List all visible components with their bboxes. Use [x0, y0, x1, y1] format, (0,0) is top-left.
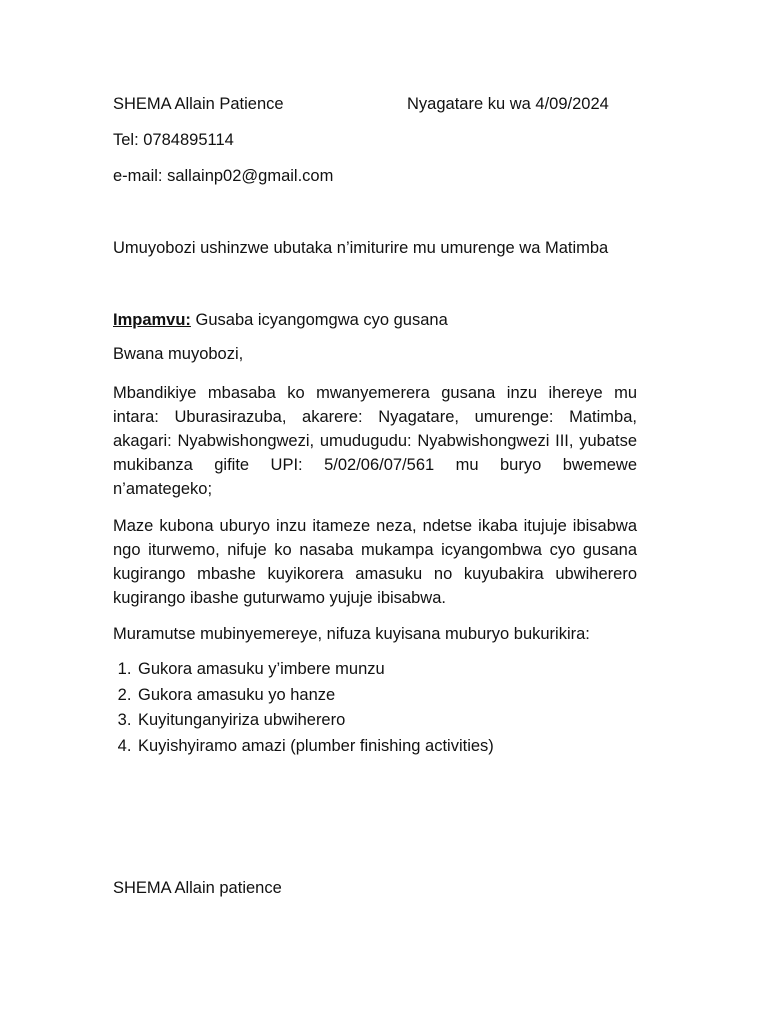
subject-label: Impamvu: — [113, 311, 191, 329]
sender-tel: Tel: 0784895114 — [113, 131, 234, 149]
sender-email: e-mail: sallainp02@gmail.com — [113, 167, 334, 185]
recipient-line: Umuyobozi ushinzwe ubutaka n’imiturire mu umurenge wa Matimba — [113, 239, 609, 257]
list-item: 1. Gukora amasuku y’imbere munzu — [136, 657, 637, 683]
paragraph-intro-list: Muramutse mubinyemereye, nifuza kuyisana muburyo bukurikira: — [113, 625, 590, 643]
subject-text: Gusaba icyangomgwa cyo gusana — [190, 311, 448, 329]
header-row — [113, 92, 637, 116]
paragraph-request: Mbandikiye mbasaba ko mwanyemerera gusana inzu ihereye mu intara: Uburasirazuba, akarere: Nyagatare, umurenge: Matimba, akagari: Nyabwishongwezi, umudugudu: Nyabwishongwezi III, yubatse mukibanza gifite UPI: 5/02/06/07/561 mu buryo bwemewe n’amategeko; — [113, 384, 637, 498]
sender-name: SHEMA Allain Patience — [113, 95, 284, 113]
place-date: Nyagatare ku wa 4/09/2024 — [407, 95, 609, 113]
signature: SHEMA Allain patience — [113, 879, 282, 897]
list-item: 2. Gukora amasuku yo hanze — [136, 683, 637, 709]
letter — [113, 92, 637, 900]
salutation: Bwana muyobozi, — [113, 345, 244, 363]
list-item: 4. Kuyishyiramo amazi (plumber finishing activities) — [136, 734, 637, 760]
subject-line — [113, 308, 637, 332]
list-item: 3. Kuyitunganyiriza ubwiherero — [136, 708, 637, 734]
activity-list — [113, 657, 637, 759]
paragraph-reason: Maze kubona uburyo inzu itameze neza, ndetse ikaba itujuje ibisabwa ngo iturwemo, nifuje ko nasaba mukampa icyangombwa cyo gusana kugirango mbashe kuyikorera amasuku no kuyubakira ubwiherero kugirango ibashe guturwamo yujuje ibisabwa. — [113, 517, 637, 607]
